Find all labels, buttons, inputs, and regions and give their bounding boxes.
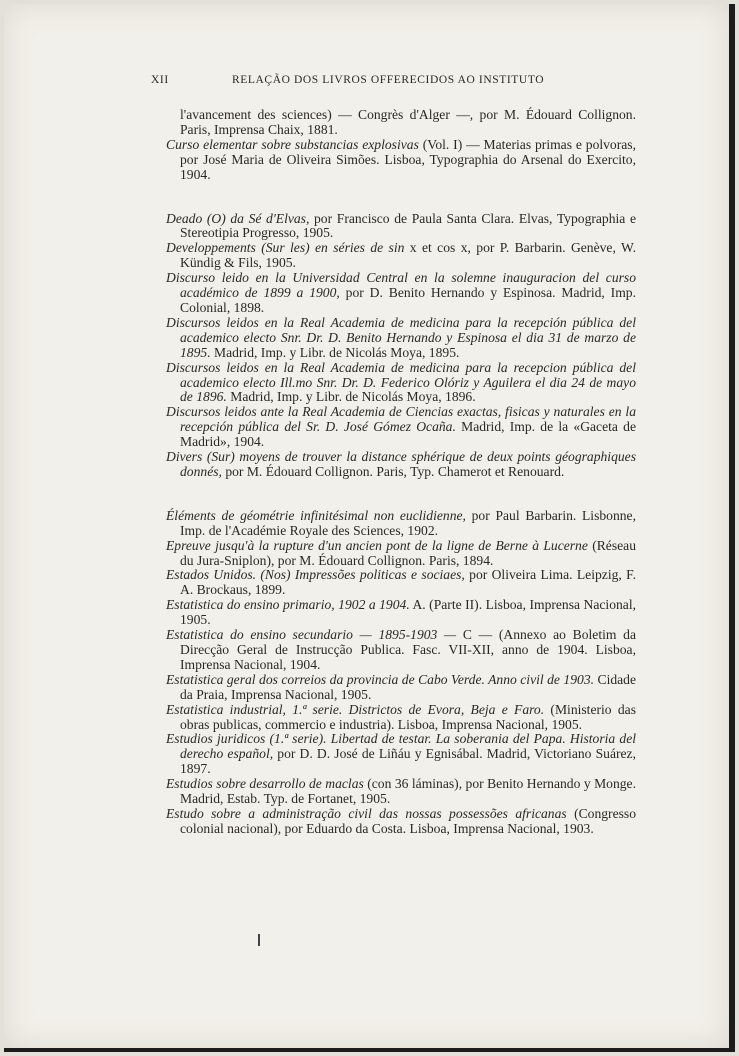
list-item: Estatistica do ensino secundario — 1895-1903 — C — (Annexo ao Boletim da Direcção Geral de Instrucção Publica. Fasc. VII-XII, anno de 1904. Lisboa, Imprensa Nacional, 1904. <box>166 627 636 672</box>
document-page <box>4 4 735 1052</box>
list-item: Éléments de géométrie infinitésimal non euclidienne, por Paul Barbarin. Lisbonne, Imp. de l'Académie Royale des Sciences, 1902. <box>166 507 636 538</box>
list-item: l'avancement des sciences) — Congrès d'Alger —, por M. Édouard Collignon. Paris, Imprensa Chaix, 1881. <box>180 107 636 137</box>
list-item: Deado (O) da Sé d'Elvas, por Francisco de Paula Santa Clara. Elvas, Typographia e Stereotipia Progresso, 1905. <box>166 210 636 241</box>
print-mark <box>258 934 260 946</box>
list-item: Developpements (Sur les) en séries de sin x et cos x, por P. Barbarin. Genève, W. Kündig & Fils, 1905. <box>166 240 636 271</box>
list-item: Divers (Sur) moyens de trouver la distance sphérique de deux points géographiques donnés, por M. Édouard Collignon. Paris, Typ. Chamerot et Renouard. <box>166 449 636 479</box>
list-item: Epreuve jusqu'à la rupture d'un ancien pont de la ligne de Berne à Lucerne (Réseau du Jura-Sniplon), por M. Édouard Collignon. Paris, 1894. <box>166 537 636 568</box>
list-item: Discurso leido en la Universidad Central en la solemne inauguracion del curso académico de 1899 a 1900, por D. Benito Hernando y Espinosa. Madrid, Imp. Colonial, 1898. <box>166 270 636 315</box>
section-gap <box>166 480 636 509</box>
bibliography-list <box>166 108 636 837</box>
list-item: Estatistica industrial, 1.ª serie. Districtos de Evora, Beja e Faro. (Ministerio das obras publicas, commercio e industria). Lisboa, Imprensa Nacional, 1905. <box>166 701 637 732</box>
list-item: Discursos leidos en la Real Academia de medicina para la recepcion pública del academico electo Ill.mo Snr. Dr. D. Federico Olóriz y Aguilera el dia 24 de mayo de 1896. Madrid, Imp. y Libr. de Nicolás Moya, 1896. <box>166 359 636 405</box>
list-item: Estatistica do ensino primario, 1902 a 1904. A. (Parte II). Lisboa, Imprensa Nacional, 1905. <box>166 597 637 628</box>
page-number: XII <box>151 74 169 86</box>
list-item: Estatistica geral dos correios da provincia de Cabo Verde. Anno civil de 1903. Cidade da Praia, Imprensa Nacional, 1905. <box>166 671 637 702</box>
list-item: Discursos leidos ante la Real Academia de Ciencias exactas, fisicas y naturales en la recepción pública del Sr. D. José Gómez Ocaña. Madrid, Imp. de la «Gaceta de Madrid», 1904. <box>166 404 637 450</box>
section-gap <box>166 183 636 212</box>
list-item: Estudios juridicos (1.ª serie). Libertad de testar. La soberania del Papa. Historia del derecho español, por D. D. José de Liñáu y Egnisábal. Madrid, Victoriano Suárez, 1897. <box>166 731 636 777</box>
list-item: Estudios sobre desarrollo de maclas (con 36 láminas), por Benito Hernando y Monge. Madrid, Estab. Typ. de Fortanet, 1905. <box>166 776 636 807</box>
list-item: Discursos leidos en la Real Academia de medicina para la recepción pública del academico electo Snr. Dr. D. Benito Hernando y Espinosa el dia 31 de marzo de 1895. Madrid, Imp. y Libr. de Nicolás Moya, 1895. <box>166 314 636 360</box>
list-item: Estudo sobre a administração civil das nossas possessões africanas (Congresso colonial nacional), por Eduardo da Costa. Lisboa, Imprensa Nacional, 1903. <box>166 805 636 836</box>
running-title: RELAÇÃO DOS LIVROS OFFERECIDOS AO INSTITUTO <box>232 74 545 86</box>
list-item: Estados Unidos. (Nos) Impressões politicas e sociaes, por Oliveira Lima. Leipzig, F. A. Brockaus, 1899. <box>166 567 636 598</box>
list-item: Curso elementar sobre substancias explosivas (Vol. I) — Materias primas e polvoras, por José Maria de Oliveira Simões. Lisboa, Typographia do Arsenal do Exercito, 1904. <box>166 136 636 182</box>
